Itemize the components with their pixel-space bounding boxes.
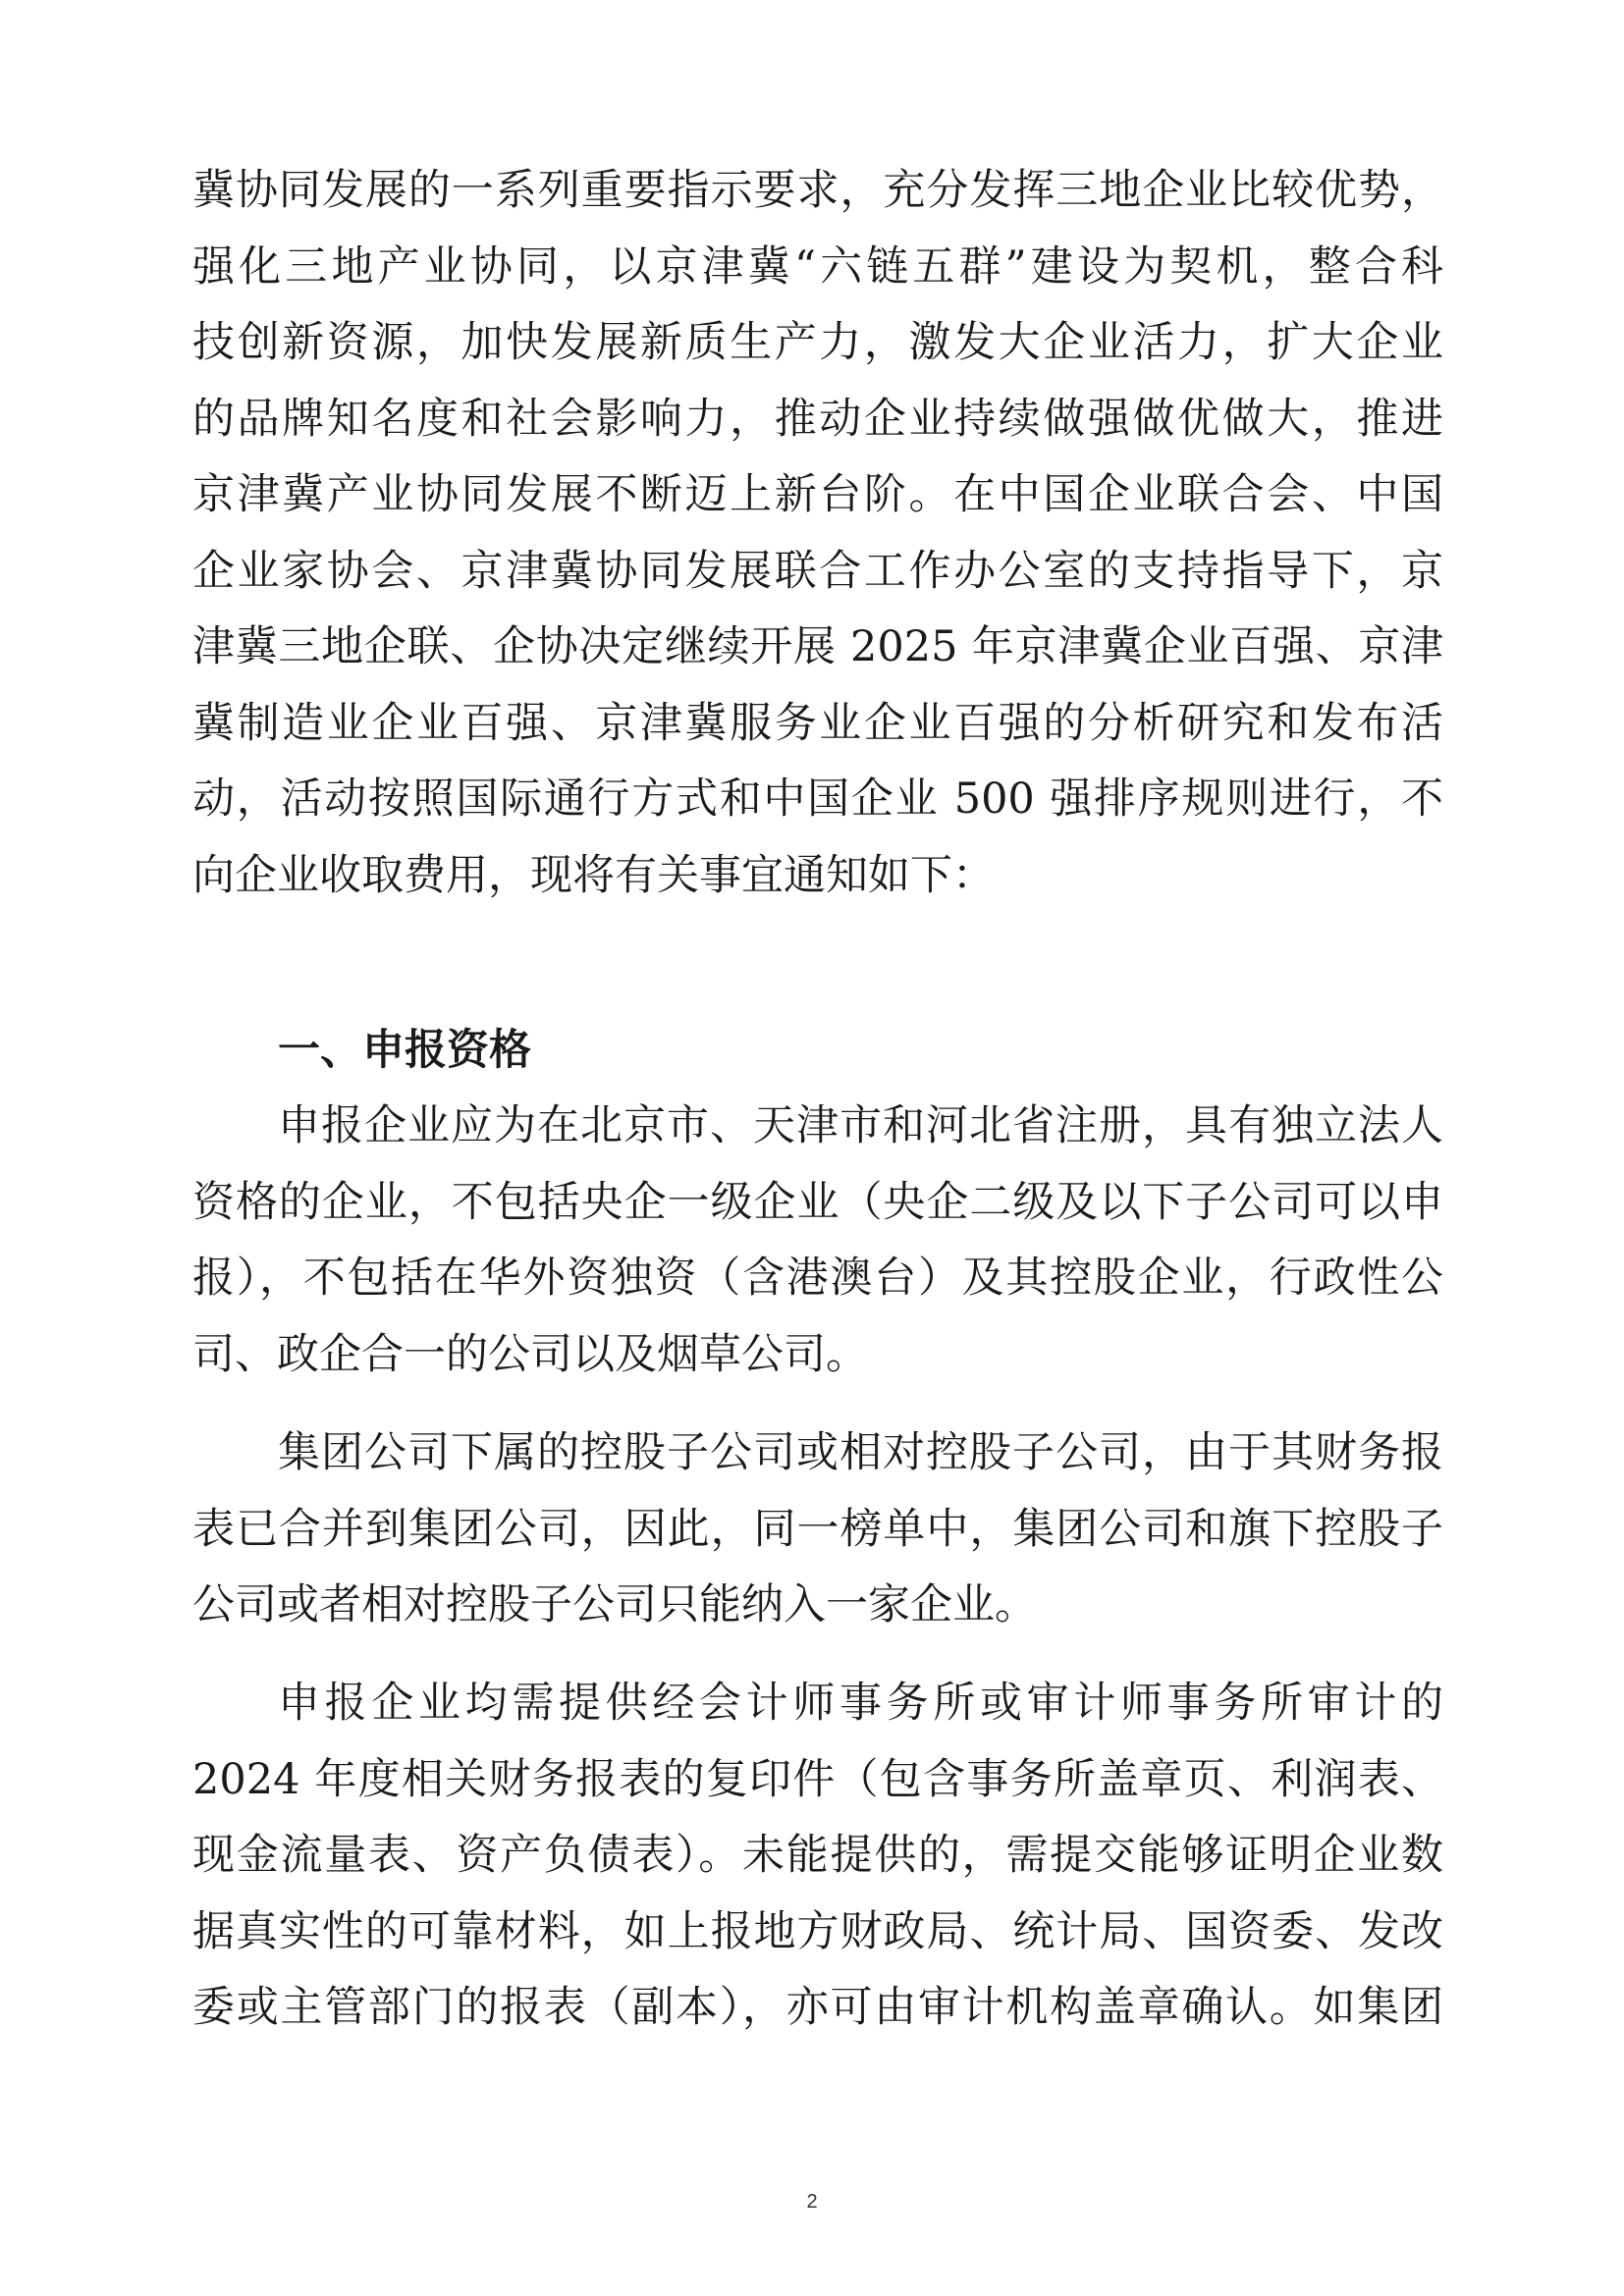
text-line: 现金流量表、资产负债表）。未能提供的，需提交能够证明企业数 bbox=[192, 1831, 1443, 1880]
text-line: 京津冀产业协同发展不断迈上新台阶。在中国企业联合会、中国 bbox=[192, 470, 1443, 519]
text-line: 动，活动按照国际通行方式和中国企业 500 强排序规则进行，不 bbox=[192, 774, 1443, 824]
paragraph-financial-statements bbox=[192, 1666, 1443, 2047]
text-line: 2024 年度相关财务报表的复印件（包含事务所盖章页、利润表、 bbox=[192, 1754, 1443, 1804]
page-number: 2 bbox=[806, 2191, 818, 2213]
text-line: 申报企业均需提供经会计师事务所或审计师事务所审计的 bbox=[278, 1679, 1443, 1728]
text-line: 的品牌知名度和社会影响力，推动企业持续做强做优做大，推进 bbox=[192, 394, 1443, 444]
text-line: 委或主管部门的报表（副本），亦可由审计机构盖章确认。如集团 bbox=[192, 1983, 1443, 2032]
text-line: 资格的企业，不包括央企一级企业（央企二级及以下子公司可以申 bbox=[192, 1177, 1443, 1227]
text-line: 强化三地产业协同，以京津冀“六链五群”建设为契机，整合科 bbox=[192, 241, 1443, 292]
text-line: 集团公司下属的控股子公司或相对控股子公司，由于其财务报 bbox=[278, 1428, 1443, 1477]
text-line: 冀制造业企业百强、京津冀服务业企业百强的分析研究和发布活 bbox=[192, 698, 1443, 748]
text-line: 司、政企合一的公司以及烟草公司。 bbox=[192, 1329, 868, 1379]
text-line: 表已合并到集团公司，因此，同一榜单中，集团公司和旗下控股子 bbox=[192, 1504, 1443, 1554]
text-line: 报），不包括在华外资独资（含港澳台）及其控股企业，行政性公 bbox=[192, 1254, 1443, 1303]
intro-paragraph bbox=[192, 153, 1443, 914]
text-line: 津冀三地企联、企协决定继续开展 2025 年京津冀企业百强、京津 bbox=[192, 622, 1443, 671]
text-line: 冀协同发展的一系列重要指示要求，充分发挥三地企业比较优势， bbox=[192, 166, 1443, 215]
text-line: 企业家协会、京津冀协同发展联合工作办公室的支持指导下，京 bbox=[192, 546, 1443, 596]
section-heading: 一、申报资格 bbox=[278, 1026, 531, 1075]
paragraph-eligibility bbox=[192, 1089, 1443, 1393]
text-line: 技创新资源，加快发展新质生产力，激发大企业活力，扩大企业 bbox=[192, 318, 1443, 367]
paragraph-group-subsidiaries bbox=[192, 1415, 1443, 1644]
text-line: 公司或者相对控股子公司只能纳入一家企业。 bbox=[192, 1580, 1037, 1629]
text-line: 申报企业应为在北京市、天津市和河北省注册，具有独立法人 bbox=[278, 1101, 1443, 1150]
text-line: 向企业收取费用，现将有关事宜通知如下： bbox=[192, 850, 995, 900]
text-line: 据真实性的可靠材料，如上报地方财政局、统计局、国资委、发改 bbox=[192, 1906, 1443, 1956]
